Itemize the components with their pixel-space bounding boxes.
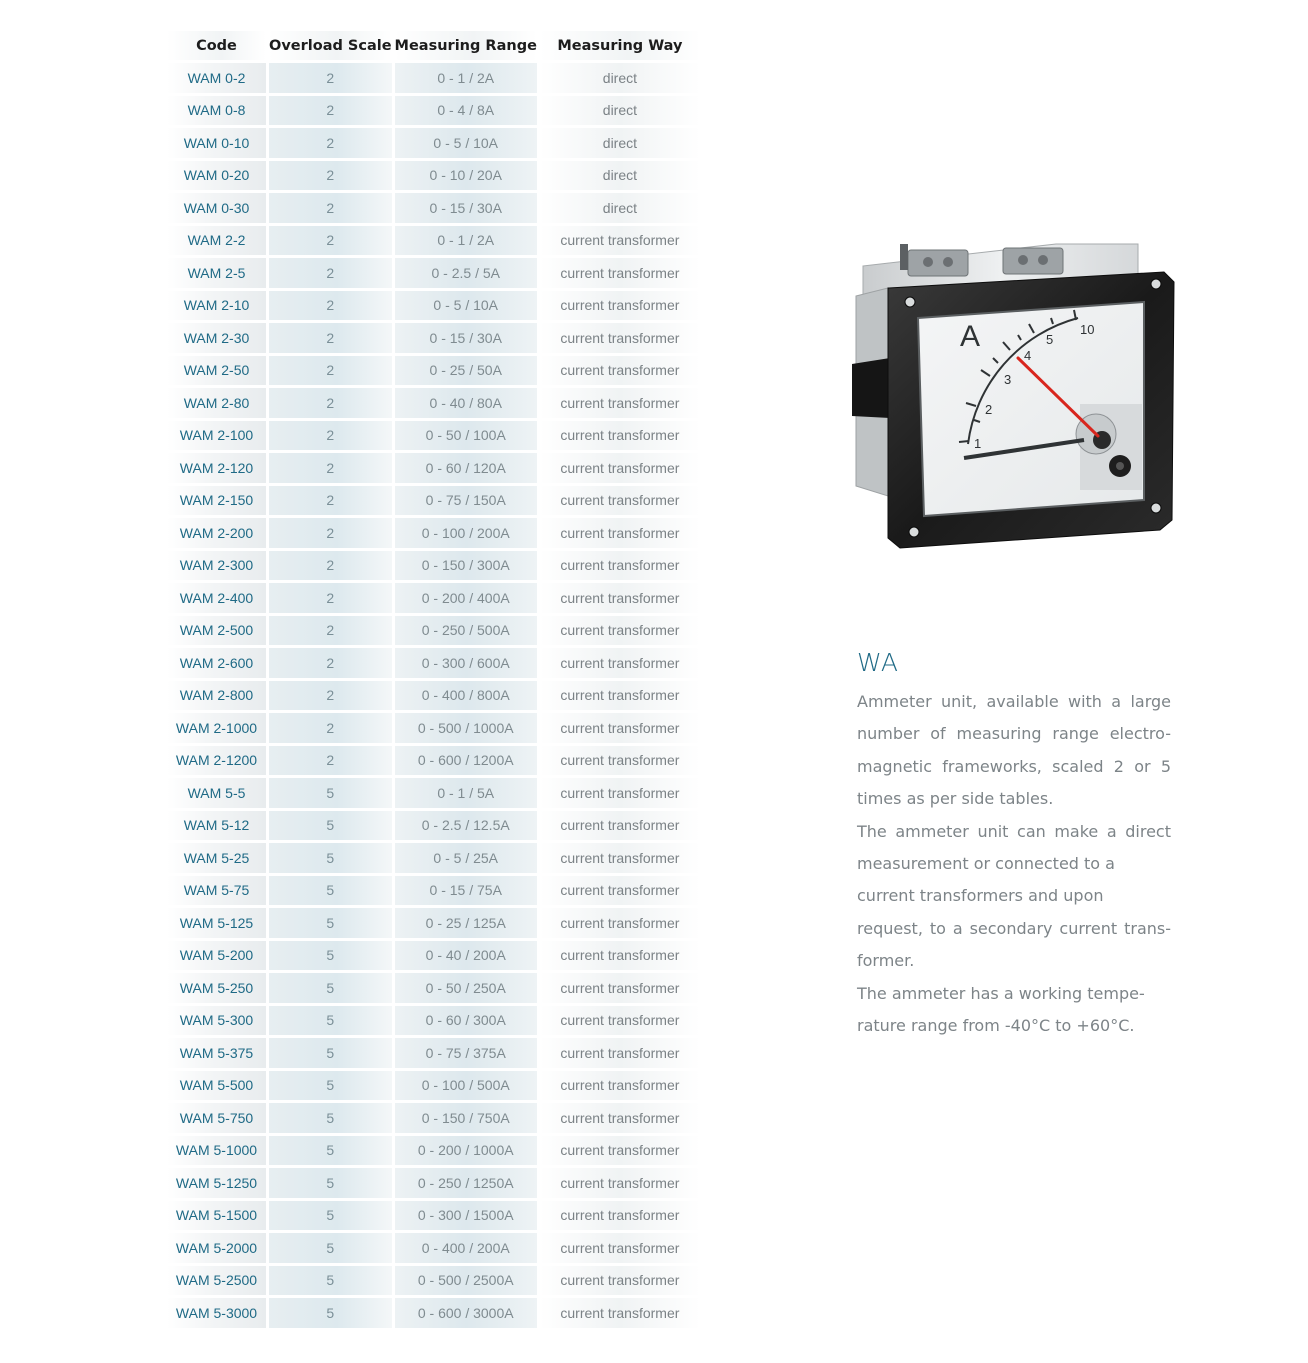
cell-measuring-range: 0 - 600 / 3000A — [395, 1298, 537, 1328]
cell-code: WAM 2-1000 — [167, 713, 266, 743]
cell-measuring-way: current transformer — [540, 1298, 700, 1328]
description-para2-justified-b: request, to a secondary current trans- — [857, 918, 1171, 938]
cell-measuring-way: current transformer — [540, 486, 700, 516]
cell-code: WAM 2-200 — [167, 518, 266, 548]
cell-measuring-way: direct — [540, 193, 700, 223]
cell-measuring-range: 0 - 4 / 8A — [395, 96, 537, 126]
cell-overload-scale: 2 — [269, 388, 392, 418]
cell-measuring-way: current transformer — [540, 1103, 700, 1133]
cell-code: WAM 5-2000 — [167, 1233, 266, 1263]
cell-overload-scale: 2 — [269, 323, 392, 353]
cell-code: WAM 0-8 — [167, 96, 266, 126]
cell-measuring-way: current transformer — [540, 291, 700, 321]
cell-measuring-range: 0 - 10 / 20A — [395, 161, 537, 191]
cell-measuring-range: 0 - 15 / 75A — [395, 876, 537, 906]
table-row — [167, 876, 700, 906]
cell-measuring-way: current transformer — [540, 323, 700, 353]
cell-overload-scale: 2 — [269, 616, 392, 646]
table-row — [167, 1103, 700, 1133]
cell-code: WAM 2-1200 — [167, 746, 266, 776]
spec-table — [164, 28, 703, 1331]
cell-measuring-way: current transformer — [540, 843, 700, 873]
cell-code: WAM 2-400 — [167, 583, 266, 613]
cell-code: WAM 2-500 — [167, 616, 266, 646]
cell-measuring-range: 0 - 15 / 30A — [395, 193, 537, 223]
cell-measuring-way: current transformer — [540, 746, 700, 776]
cell-measuring-way: current transformer — [540, 616, 700, 646]
cell-measuring-range: 0 - 25 / 50A — [395, 356, 537, 386]
cell-code: WAM 5-75 — [167, 876, 266, 906]
cell-overload-scale: 5 — [269, 778, 392, 808]
cell-measuring-range: 0 - 60 / 120A — [395, 453, 537, 483]
cell-overload-scale: 2 — [269, 486, 392, 516]
cell-overload-scale: 2 — [269, 518, 392, 548]
cell-code: WAM 2-10 — [167, 291, 266, 321]
description-para1-last: times as per side tables. — [857, 789, 1054, 809]
cell-overload-scale: 5 — [269, 941, 392, 971]
cell-measuring-range: 0 - 25 / 125A — [395, 908, 537, 938]
table-row — [167, 518, 700, 548]
cell-measuring-way: current transformer — [540, 1266, 700, 1296]
cell-measuring-range: 0 - 75 / 375A — [395, 1038, 537, 1068]
cell-measuring-way: current transformer — [540, 1136, 700, 1166]
dial-label-1: 1 — [974, 436, 982, 451]
cell-measuring-range: 0 - 50 / 100A — [395, 421, 537, 451]
cell-overload-scale: 2 — [269, 746, 392, 776]
description-para1-justified: Ammeter unit, available with a large number of measuring range electro-magnetic frameworks, scaled 2 or 5 — [857, 692, 1171, 776]
cell-measuring-way: current transformer — [540, 1201, 700, 1231]
product-description — [857, 686, 1171, 1042]
header-measuring-range: Measuring Range — [395, 31, 537, 60]
cell-overload-scale: 2 — [269, 161, 392, 191]
table-row — [167, 1201, 700, 1231]
header-overload-scale: Overload Scale — [269, 31, 392, 60]
cell-overload-scale: 5 — [269, 1168, 392, 1198]
cell-measuring-range: 0 - 40 / 200A — [395, 941, 537, 971]
cell-code: WAM 2-600 — [167, 648, 266, 678]
cell-measuring-range: 0 - 150 / 750A — [395, 1103, 537, 1133]
table-row — [167, 616, 700, 646]
cell-overload-scale: 2 — [269, 583, 392, 613]
cell-measuring-range: 0 - 200 / 400A — [395, 583, 537, 613]
cell-measuring-range: 0 - 150 / 300A — [395, 551, 537, 581]
cell-code: WAM 0-20 — [167, 161, 266, 191]
cell-measuring-way: current transformer — [540, 973, 700, 1003]
cell-code: WAM 0-2 — [167, 63, 266, 93]
table-header-row — [167, 31, 700, 60]
table-row — [167, 1266, 700, 1296]
table-row — [167, 128, 700, 158]
cell-overload-scale: 2 — [269, 648, 392, 678]
cell-measuring-range: 0 - 600 / 1200A — [395, 746, 537, 776]
table-row — [167, 63, 700, 93]
table-row — [167, 356, 700, 386]
table-row — [167, 453, 700, 483]
cell-measuring-way: current transformer — [540, 518, 700, 548]
cell-measuring-way: current transformer — [540, 1168, 700, 1198]
cell-measuring-way: current transformer — [540, 583, 700, 613]
table-row — [167, 421, 700, 451]
cell-code: WAM 2-150 — [167, 486, 266, 516]
cell-overload-scale: 5 — [269, 1071, 392, 1101]
cell-measuring-range: 0 - 300 / 1500A — [395, 1201, 537, 1231]
cell-overload-scale: 2 — [269, 713, 392, 743]
cell-overload-scale: 2 — [269, 226, 392, 256]
table-row — [167, 161, 700, 191]
cell-code: WAM 5-2500 — [167, 1266, 266, 1296]
cell-measuring-range: 0 - 40 / 80A — [395, 388, 537, 418]
cell-overload-scale: 5 — [269, 973, 392, 1003]
table-row — [167, 551, 700, 581]
table-row — [167, 583, 700, 613]
table-row — [167, 1038, 700, 1068]
table-row — [167, 811, 700, 841]
cell-overload-scale: 5 — [269, 1038, 392, 1068]
cell-code: WAM 0-30 — [167, 193, 266, 223]
table-row — [167, 941, 700, 971]
table-row — [167, 291, 700, 321]
cell-code: WAM 2-30 — [167, 323, 266, 353]
cell-overload-scale: 2 — [269, 193, 392, 223]
cell-measuring-range: 0 - 500 / 2500A — [395, 1266, 537, 1296]
table-row — [167, 96, 700, 126]
header-measuring-way: Measuring Way — [540, 31, 700, 60]
cell-code: WAM 2-80 — [167, 388, 266, 418]
cell-measuring-way: current transformer — [540, 356, 700, 386]
table-row — [167, 193, 700, 223]
product-title: WA — [857, 648, 899, 677]
cell-measuring-range: 0 - 400 / 200A — [395, 1233, 537, 1263]
cell-measuring-range: 0 - 1 / 5A — [395, 778, 537, 808]
cell-overload-scale: 5 — [269, 1266, 392, 1296]
cell-overload-scale: 5 — [269, 1006, 392, 1036]
cell-overload-scale: 5 — [269, 1233, 392, 1263]
cell-measuring-way: direct — [540, 128, 700, 158]
cell-overload-scale: 2 — [269, 128, 392, 158]
table-row — [167, 1233, 700, 1263]
description-para2-line2: measurement or connected to a — [857, 854, 1115, 874]
cell-measuring-way: direct — [540, 161, 700, 191]
cell-measuring-way: current transformer — [540, 876, 700, 906]
cell-measuring-way: current transformer — [540, 226, 700, 256]
cell-code: WAM 5-750 — [167, 1103, 266, 1133]
cell-measuring-range: 0 - 50 / 250A — [395, 973, 537, 1003]
cell-code: WAM 5-25 — [167, 843, 266, 873]
description-paragraph-1 — [857, 686, 1171, 816]
dial-label-2: 2 — [985, 402, 993, 417]
cell-code: WAM 5-1000 — [167, 1136, 266, 1166]
table-row — [167, 973, 700, 1003]
cell-overload-scale: 2 — [269, 421, 392, 451]
table-row — [167, 486, 700, 516]
cell-measuring-way: current transformer — [540, 1233, 700, 1263]
table-row — [167, 258, 700, 288]
cell-measuring-range: 0 - 250 / 500A — [395, 616, 537, 646]
cell-code: WAM 0-10 — [167, 128, 266, 158]
cell-measuring-range: 0 - 300 / 600A — [395, 648, 537, 678]
table-row — [167, 681, 700, 711]
cell-code: WAM 5-1500 — [167, 1201, 266, 1231]
cell-measuring-way: direct — [540, 96, 700, 126]
table-row — [167, 1071, 700, 1101]
cell-code: WAM 5-300 — [167, 1006, 266, 1036]
description-para3-line2: rature range from -40°C to +60°C. — [857, 1016, 1135, 1036]
cell-overload-scale: 5 — [269, 876, 392, 906]
cell-measuring-way: current transformer — [540, 713, 700, 743]
cell-measuring-range: 0 - 5 / 25A — [395, 843, 537, 873]
cell-code: WAM 5-500 — [167, 1071, 266, 1101]
cell-code: WAM 2-5 — [167, 258, 266, 288]
cell-measuring-way: current transformer — [540, 1006, 700, 1036]
cell-overload-scale: 2 — [269, 681, 392, 711]
table-row — [167, 908, 700, 938]
cell-measuring-way: current transformer — [540, 258, 700, 288]
cell-overload-scale: 2 — [269, 291, 392, 321]
cell-measuring-range: 0 - 200 / 1000A — [395, 1136, 537, 1166]
table-row — [167, 746, 700, 776]
cell-measuring-way: direct — [540, 63, 700, 93]
cell-code: WAM 5-12 — [167, 811, 266, 841]
cell-measuring-range: 0 - 400 / 800A — [395, 681, 537, 711]
dial-label-3: 3 — [1004, 372, 1012, 387]
table-body — [167, 63, 700, 1328]
cell-measuring-range: 0 - 5 / 10A — [395, 128, 537, 158]
table-row — [167, 713, 700, 743]
cell-overload-scale: 5 — [269, 843, 392, 873]
cell-overload-scale: 2 — [269, 96, 392, 126]
cell-measuring-way: current transformer — [540, 908, 700, 938]
cell-overload-scale: 5 — [269, 908, 392, 938]
cell-measuring-range: 0 - 5 / 10A — [395, 291, 537, 321]
cell-code: WAM 5-200 — [167, 941, 266, 971]
cell-measuring-range: 0 - 100 / 500A — [395, 1071, 537, 1101]
cell-measuring-range: 0 - 60 / 300A — [395, 1006, 537, 1036]
cell-code: WAM 5-5 — [167, 778, 266, 808]
cell-code: WAM 2-300 — [167, 551, 266, 581]
cell-code: WAM 5-250 — [167, 973, 266, 1003]
table-row — [167, 1298, 700, 1328]
ammeter-product-image — [848, 236, 1178, 558]
cell-measuring-way: current transformer — [540, 778, 700, 808]
cell-measuring-way: current transformer — [540, 811, 700, 841]
cell-code: WAM 2-2 — [167, 226, 266, 256]
cell-measuring-way: current transformer — [540, 551, 700, 581]
cell-measuring-range: 0 - 1 / 2A — [395, 63, 537, 93]
cell-measuring-way: current transformer — [540, 1038, 700, 1068]
cell-measuring-range: 0 - 250 / 1250A — [395, 1168, 537, 1198]
table-row — [167, 323, 700, 353]
cell-measuring-range: 0 - 1 / 2A — [395, 226, 537, 256]
cell-measuring-way: current transformer — [540, 648, 700, 678]
cell-measuring-way: current transformer — [540, 941, 700, 971]
cell-measuring-way: current transformer — [540, 681, 700, 711]
table-row — [167, 1168, 700, 1198]
cell-measuring-way: current transformer — [540, 421, 700, 451]
table-row — [167, 1006, 700, 1036]
dial-label-4: 4 — [1024, 348, 1032, 363]
cell-overload-scale: 2 — [269, 551, 392, 581]
description-para2-line3: current transformers and upon — [857, 886, 1104, 906]
cell-measuring-range: 0 - 15 / 30A — [395, 323, 537, 353]
cell-overload-scale: 5 — [269, 811, 392, 841]
cell-measuring-way: current transformer — [540, 388, 700, 418]
cell-code: WAM 2-100 — [167, 421, 266, 451]
cell-measuring-range: 0 - 2.5 / 5A — [395, 258, 537, 288]
cell-measuring-range: 0 - 100 / 200A — [395, 518, 537, 548]
cell-overload-scale: 5 — [269, 1103, 392, 1133]
cell-measuring-way: current transformer — [540, 453, 700, 483]
cell-code: WAM 2-800 — [167, 681, 266, 711]
dial-label-10: 10 — [1080, 322, 1095, 337]
cell-overload-scale: 2 — [269, 453, 392, 483]
table-row — [167, 388, 700, 418]
cell-code: WAM 5-3000 — [167, 1298, 266, 1328]
cell-code: WAM 5-375 — [167, 1038, 266, 1068]
cell-code: WAM 5-125 — [167, 908, 266, 938]
table-row — [167, 226, 700, 256]
cell-measuring-range: 0 - 2.5 / 12.5A — [395, 811, 537, 841]
description-para2-justified-a: The ammeter unit can make a direct — [857, 821, 1171, 841]
cell-measuring-way: current transformer — [540, 1071, 700, 1101]
cell-overload-scale: 2 — [269, 63, 392, 93]
cell-overload-scale: 5 — [269, 1298, 392, 1328]
cell-overload-scale: 2 — [269, 258, 392, 288]
cell-code: WAM 2-50 — [167, 356, 266, 386]
description-para3-line1: The ammeter has a working tempe- — [857, 983, 1145, 1003]
cell-overload-scale: 2 — [269, 356, 392, 386]
cell-measuring-range: 0 - 75 / 150A — [395, 486, 537, 516]
dial-unit-label: A — [960, 320, 981, 353]
description-para2-last: former. — [857, 951, 915, 971]
cell-code: WAM 2-120 — [167, 453, 266, 483]
dial-label-5: 5 — [1046, 332, 1054, 347]
table-row — [167, 1136, 700, 1166]
cell-code: WAM 5-1250 — [167, 1168, 266, 1198]
table-row — [167, 778, 700, 808]
table-row — [167, 843, 700, 873]
header-code: Code — [167, 31, 266, 60]
table-row — [167, 648, 700, 678]
cell-overload-scale: 5 — [269, 1201, 392, 1231]
cell-overload-scale: 5 — [269, 1136, 392, 1166]
cell-measuring-range: 0 - 500 / 1000A — [395, 713, 537, 743]
